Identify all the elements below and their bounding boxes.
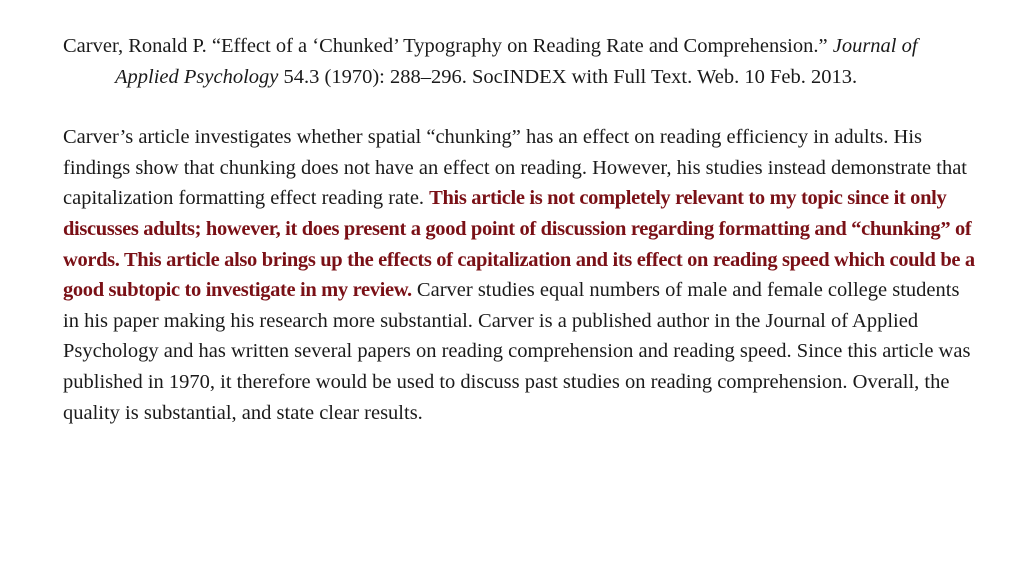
- citation: [63, 31, 975, 92]
- annotated-bibliography-entry: [63, 31, 975, 428]
- annotation-intro: Carver’s article investigates whether spatial “chunking” has an effect on reading efficiency in adults. His findings show that chunking does not have an effect on reading. However, his studies instead demonstrate that capitalization formatting effect reading rate.: [63, 126, 968, 210]
- citation-details: 54.3 (1970): 288–296. SocINDEX with Full Text. Web. 10 Feb. 2013.: [278, 65, 858, 88]
- paragraph-spacer: [63, 92, 975, 122]
- citation-authors-title: Carver, Ronald P. “Effect of a ‘Chunked’ Typography on Reading Rate and Comprehension.”: [63, 35, 833, 57]
- annotation-paragraph: [63, 122, 975, 428]
- citation-journal: Journal of Applied Psychology: [115, 35, 918, 88]
- annotation-outro: Carver studies equal numbers of male and female college students in his paper making his research more substantial. Carver is a published author in the Journal of Applied Psychology and has written several papers on reading comprehension and reading speed. Since this article was published in 1970, it therefore would be used to discuss past studies on reading comprehension. Overall, the quality is substantial, and state clear results.: [63, 279, 971, 424]
- annotation-highlight: This article is not completely relevant to my topic since it only discusses adults; however, it does present a good point of discussion regarding formatting and “chunking” of words. This article also brings up the effects of capitalization and its effect on reading speed which could be a good subtopic to investigate in my review.: [63, 187, 975, 302]
